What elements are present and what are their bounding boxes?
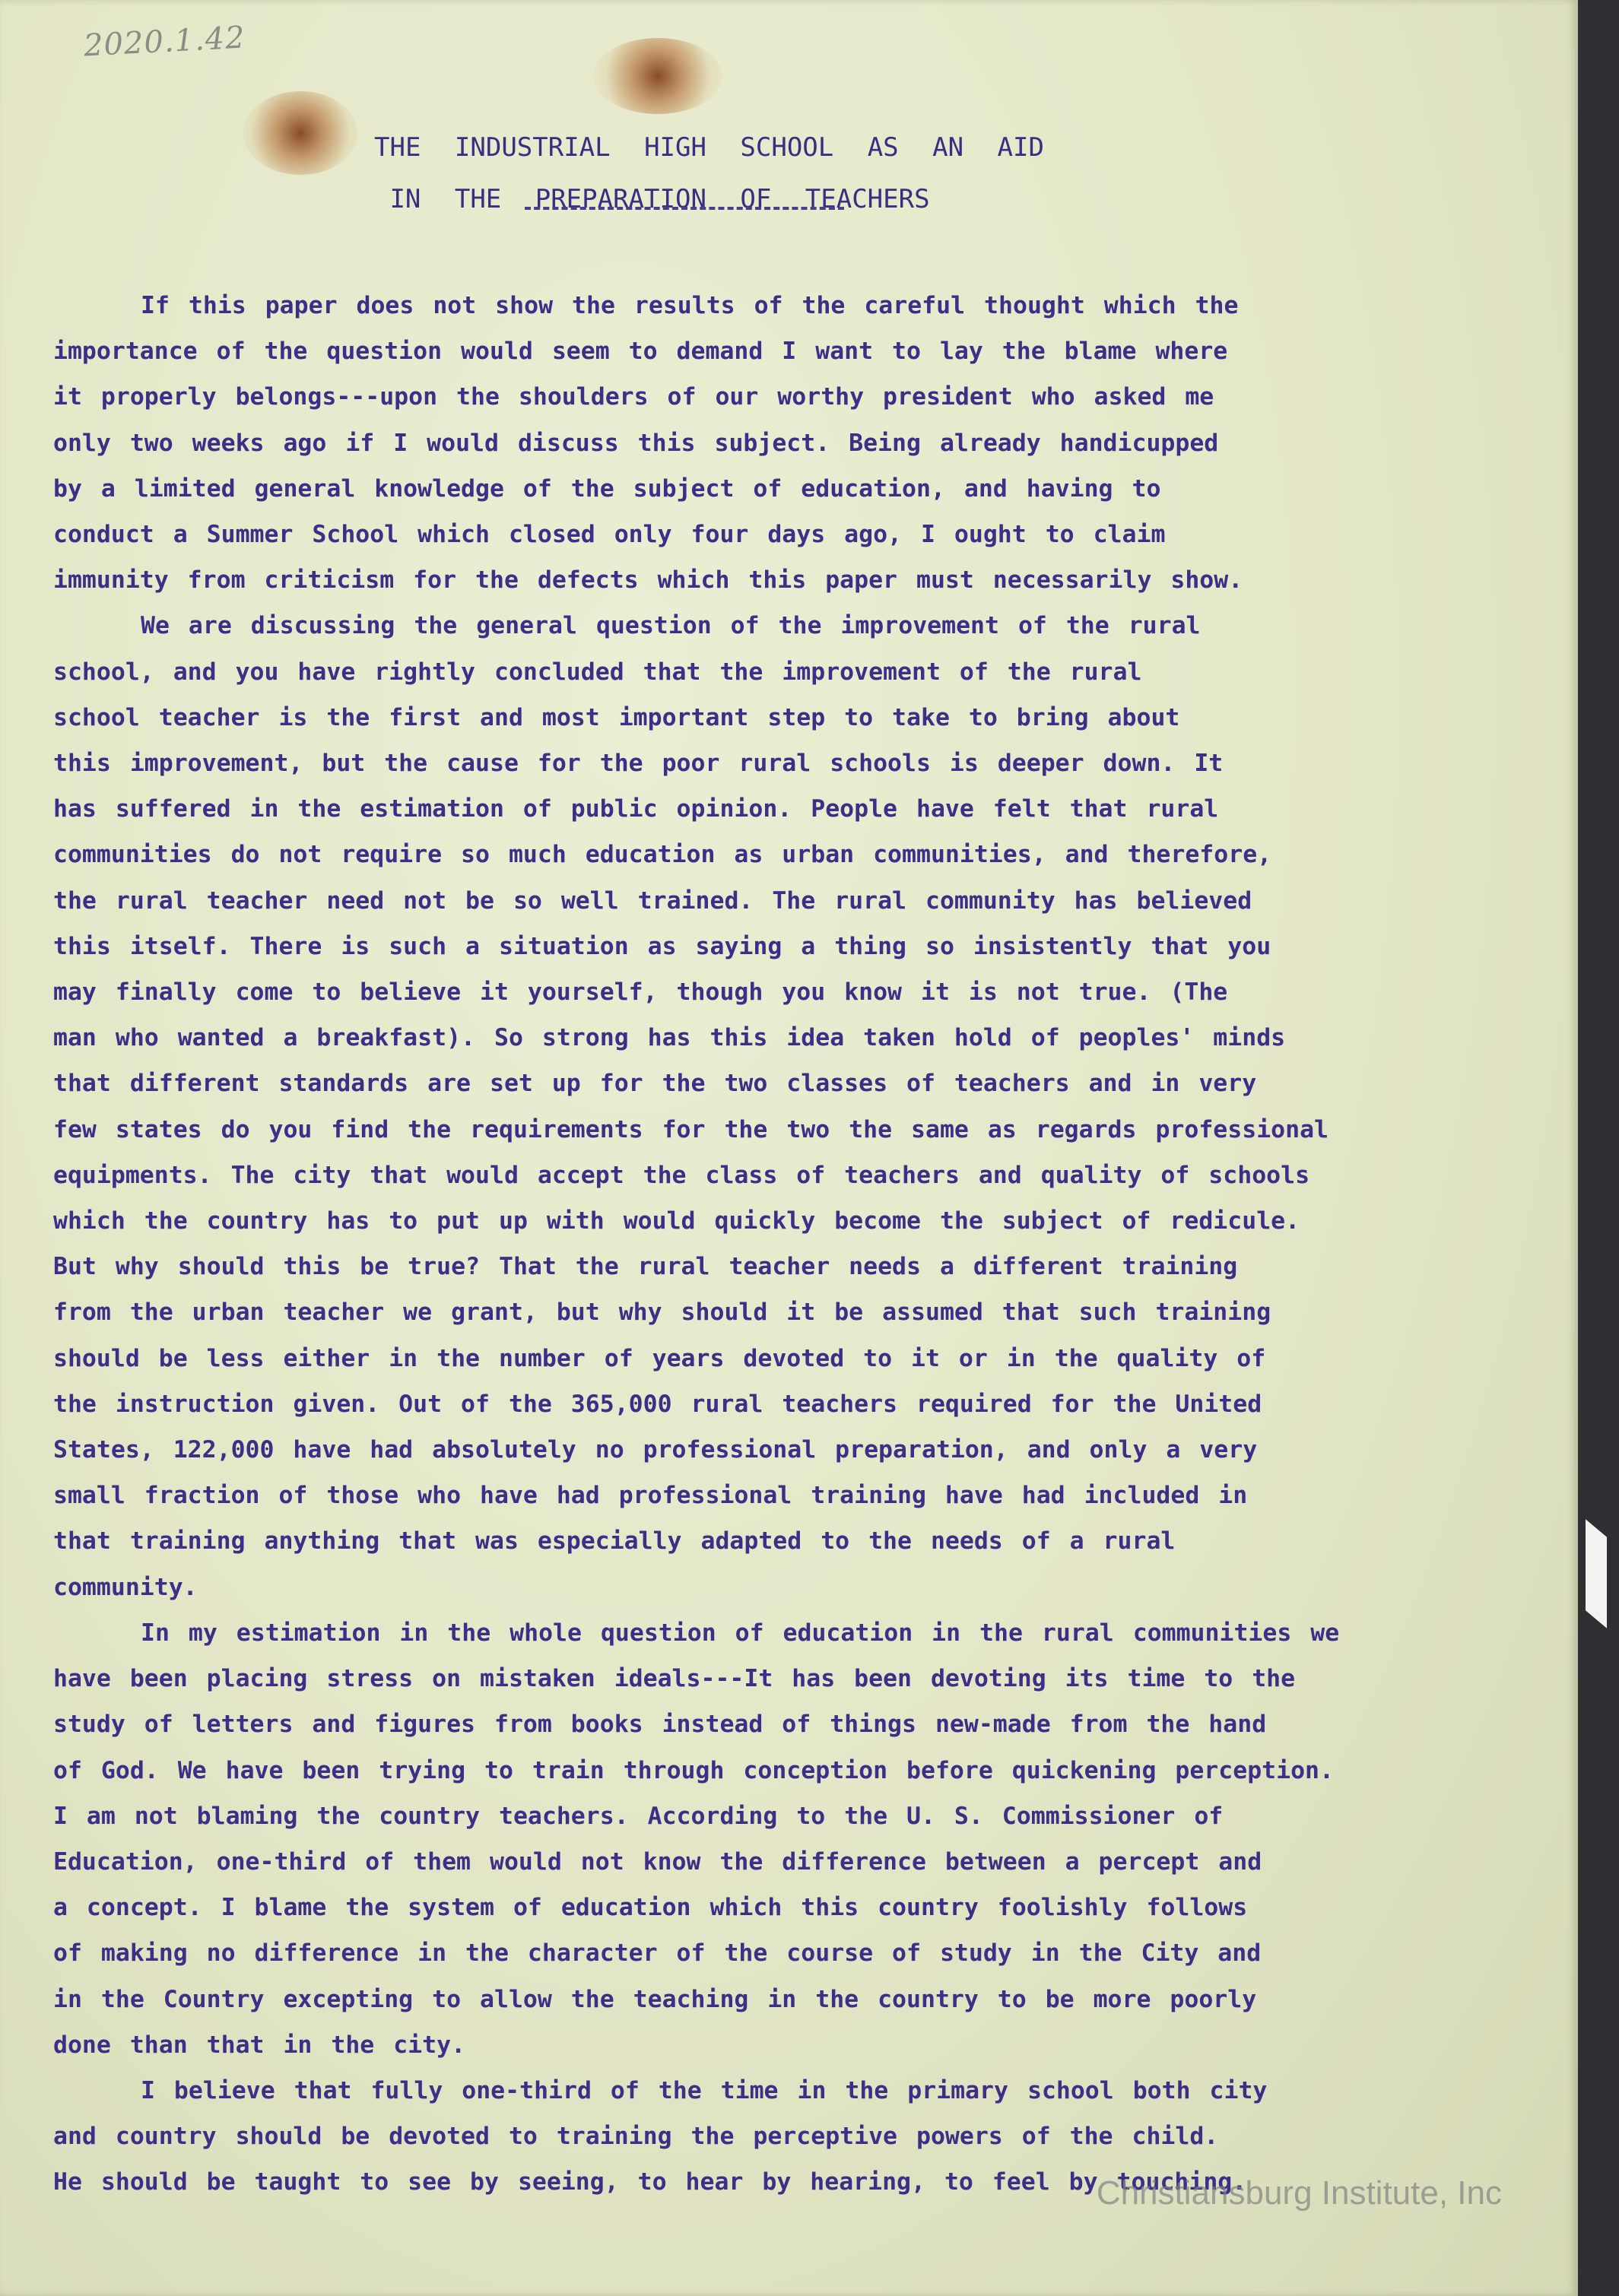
text-line: the instruction given. Out of the 365,000 rural teachers required for the United: [53, 1390, 1262, 1418]
text-line: the rural teacher need not be so well trained. The rural community has believed: [53, 886, 1252, 915]
text-line: few states do you find the requirements for the two the same as regards professional: [53, 1115, 1329, 1143]
text-line: study of letters and figures from books instead of things new-made from the hand: [53, 1711, 1267, 1739]
text-line: it properly belongs---upon the shoulders of our worthy president who asked me: [53, 383, 1214, 411]
text-line: only two weeks ago if I would discuss this subject. Being already handicupped: [53, 429, 1219, 457]
title-line-1: THE INDUSTRIAL HIGH SCHOOL AS AN AID: [374, 132, 1044, 163]
text-line: has suffered in the estimation of public opinion. People have felt that rural: [53, 795, 1219, 823]
title-underline: [525, 207, 844, 216]
accession-number: 2020.1.42: [82, 20, 246, 64]
text-line: a concept. I blame the system of education which this country foolishly follows: [53, 1894, 1248, 1922]
text-line: States, 122,000 have had absolutely no professional preparation, and only a very: [53, 1436, 1258, 1464]
text-line: Education, one-third of them would not know the difference between a percept and: [53, 1847, 1262, 1876]
text-line: and country should be devoted to training the perceptive powers of the child.: [53, 2123, 1219, 2151]
text-line: conduct a Summer School which closed only four days ago, I ought to claim: [53, 521, 1166, 549]
text-line: importance of the question would seem to demand I want to lay the blame where: [53, 338, 1228, 366]
text-line: He should be taught to see by seeing, to hear by hearing, to feel by touching.: [53, 2168, 1247, 2196]
text-line: in the Country excepting to allow the teaching in the country to be more poorly: [53, 1985, 1257, 2013]
text-line: should be less either in the number of years devoted to it or in the quality of: [53, 1344, 1266, 1372]
document-body: [53, 283, 1582, 2206]
text-line: of God. We have been trying to train through conception before quickening perception.: [53, 1756, 1334, 1784]
text-line: If this paper does not show the results of the careful thought which the: [141, 292, 1239, 319]
text-line: small fraction of those who have had professional training have had included in: [53, 1482, 1248, 1510]
text-line: community.: [53, 1573, 198, 1601]
text-line: man who wanted a breakfast). So strong has this idea taken hold of peoples' minds: [53, 1024, 1286, 1052]
text-line: that different standards are set up for the two classes of teachers and in very: [53, 1070, 1257, 1098]
text-line: by a limited general knowledge of the subject of education, and having to: [53, 474, 1161, 503]
text-line: But why should this be true? That the rural teacher needs a different training: [53, 1253, 1238, 1281]
text-line: which the country has to put up with would quickly become the subject of rediculе.: [53, 1207, 1300, 1235]
text-line: from the urban teacher we grant, but why should it be assumed that such training: [53, 1299, 1271, 1327]
text-line: that training anything that was especially adapted to the needs of a rural: [53, 1527, 1176, 1556]
text-line: this improvement, but the cause for the poor rural schools is deeper down. It: [53, 750, 1224, 778]
text-line: immunity from criticism for the defects which this paper must necessarily show.: [53, 566, 1243, 595]
text-line: In my estimation in the whole question of education in the rural communities we: [141, 1619, 1340, 1647]
text-line: of making no difference in the character of the course of study in the City and: [53, 1939, 1262, 1968]
text-line: have been placing stress on mistaken ideals---It has been devoting its time to the: [53, 1665, 1296, 1693]
text-line: may finally come to believe it yourself, though you know it is not true. (The: [53, 978, 1228, 1007]
paper-fold: [1586, 1519, 1607, 1628]
text-line: done than that in the city.: [53, 2031, 466, 2059]
text-line: We are discussing the general question of the improvement of the rural: [141, 612, 1201, 640]
text-line: communities do not require so much education as urban communities, and therefore,: [53, 841, 1272, 869]
text-line: I believe that fully one-third of the time in the primary school both city: [141, 2076, 1268, 2104]
title-line-2: IN THE PREPARATION OF TEACHERS: [389, 184, 930, 214]
stain-mark: [593, 38, 722, 114]
watermark: Christiansburg Institute, Inc: [1096, 2174, 1502, 2212]
text-line: this itself. There is such a situation as saying a thing so insistently that you: [53, 932, 1271, 960]
text-line: school, and you have rightly concluded that the improvement of the rural: [53, 658, 1142, 686]
text-line: equipments. The city that would accept the class of teachers and quality of schools: [53, 1161, 1310, 1189]
text-line: school teacher is the first and most important step to take to bring about: [53, 703, 1180, 731]
text-line: I am not blaming the country teachers. According to the U. S. Commissioner of: [53, 1802, 1224, 1830]
